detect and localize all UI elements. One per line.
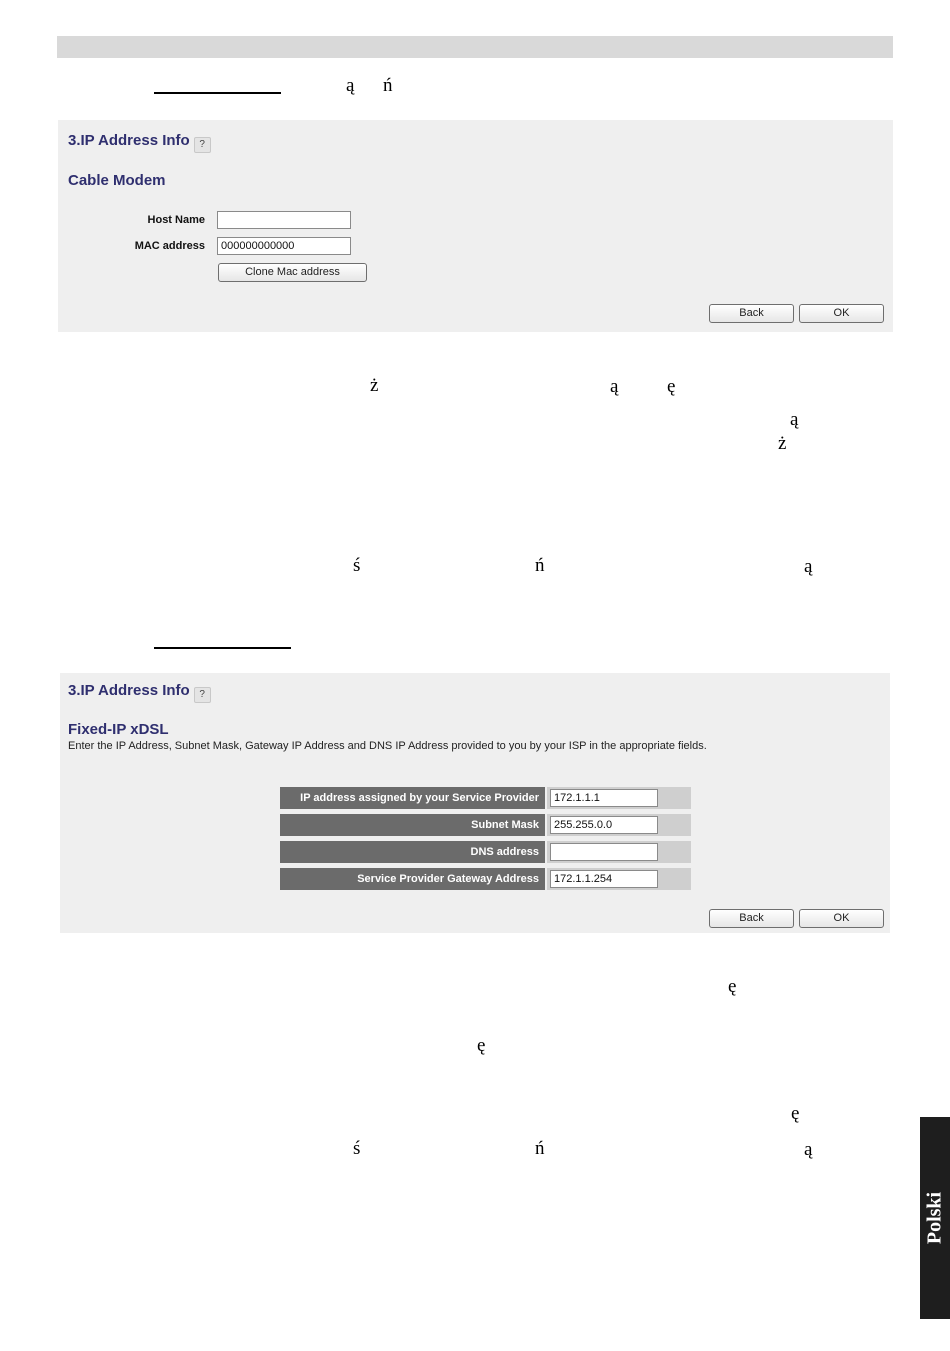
dns-address-label: DNS address (280, 841, 545, 863)
panel-title: 3.IP Address Info ? (68, 682, 211, 703)
gateway-address-input[interactable]: 172.1.1.254 (550, 870, 658, 888)
text-fragment: ż (370, 375, 379, 396)
text-fragment: ą (610, 376, 619, 397)
text-fragment: ń (535, 1138, 545, 1159)
panel-description: Enter the IP Address, Subnet Mask, Gateway IP Address and DNS IP Address provided to you by your ISP in the appropriate fields. (68, 740, 707, 752)
text-fragment: ń (383, 75, 393, 96)
host-name-input[interactable] (217, 211, 351, 229)
text-fragment: ą (804, 556, 813, 577)
subnet-mask-input[interactable]: 255.255.0.0 (550, 816, 658, 834)
panel-subtitle: Cable Modem (68, 172, 166, 189)
text-fragment: ę (667, 376, 676, 397)
gateway-address-cell (547, 868, 691, 890)
mac-address-input[interactable]: 000000000000 (217, 237, 351, 255)
help-icon[interactable]: ? (194, 137, 211, 153)
gateway-address-label: Service Provider Gateway Address (280, 868, 545, 890)
text-fragment: ś (353, 1138, 361, 1159)
text-fragment: ę (477, 1035, 486, 1056)
section-heading-underline (154, 92, 281, 94)
text-fragment: ą (346, 75, 355, 96)
cable-modem-panel (58, 120, 893, 332)
back-button[interactable]: Back (709, 304, 794, 323)
ip-address-label: IP address assigned by your Service Provider (280, 787, 545, 809)
text-fragment: ą (790, 409, 799, 430)
text-fragment: ń (535, 555, 545, 576)
dns-address-input[interactable] (550, 843, 658, 861)
subnet-mask-label: Subnet Mask (280, 814, 545, 836)
text-fragment: ą (804, 1139, 813, 1160)
language-tab (920, 1117, 950, 1319)
fixed-ip-xdsl-panel (60, 673, 890, 933)
section-heading-underline (154, 647, 291, 649)
ip-address-input[interactable]: 172.1.1.1 (550, 789, 658, 807)
subnet-mask-cell (547, 814, 691, 836)
back-button[interactable]: Back (709, 909, 794, 928)
dns-address-cell (547, 841, 691, 863)
help-icon[interactable]: ? (194, 687, 211, 703)
mac-address-label: MAC address (134, 240, 205, 252)
text-fragment: ę (728, 976, 737, 997)
panel-title: 3.IP Address Info ? (68, 132, 211, 153)
ok-button[interactable]: OK (799, 304, 884, 323)
clone-mac-address-button[interactable]: Clone Mac address (218, 263, 367, 282)
text-fragment: ę (791, 1103, 800, 1124)
text-fragment: ś (353, 555, 361, 576)
ip-address-cell (547, 787, 691, 809)
ok-button[interactable]: OK (799, 909, 884, 928)
panel-subtitle: Fixed-IP xDSL (68, 721, 169, 738)
header-bar (57, 36, 893, 58)
language-tab-label: Polski (923, 1191, 946, 1245)
host-name-label: Host Name (147, 214, 205, 226)
text-fragment: ż (778, 433, 787, 454)
